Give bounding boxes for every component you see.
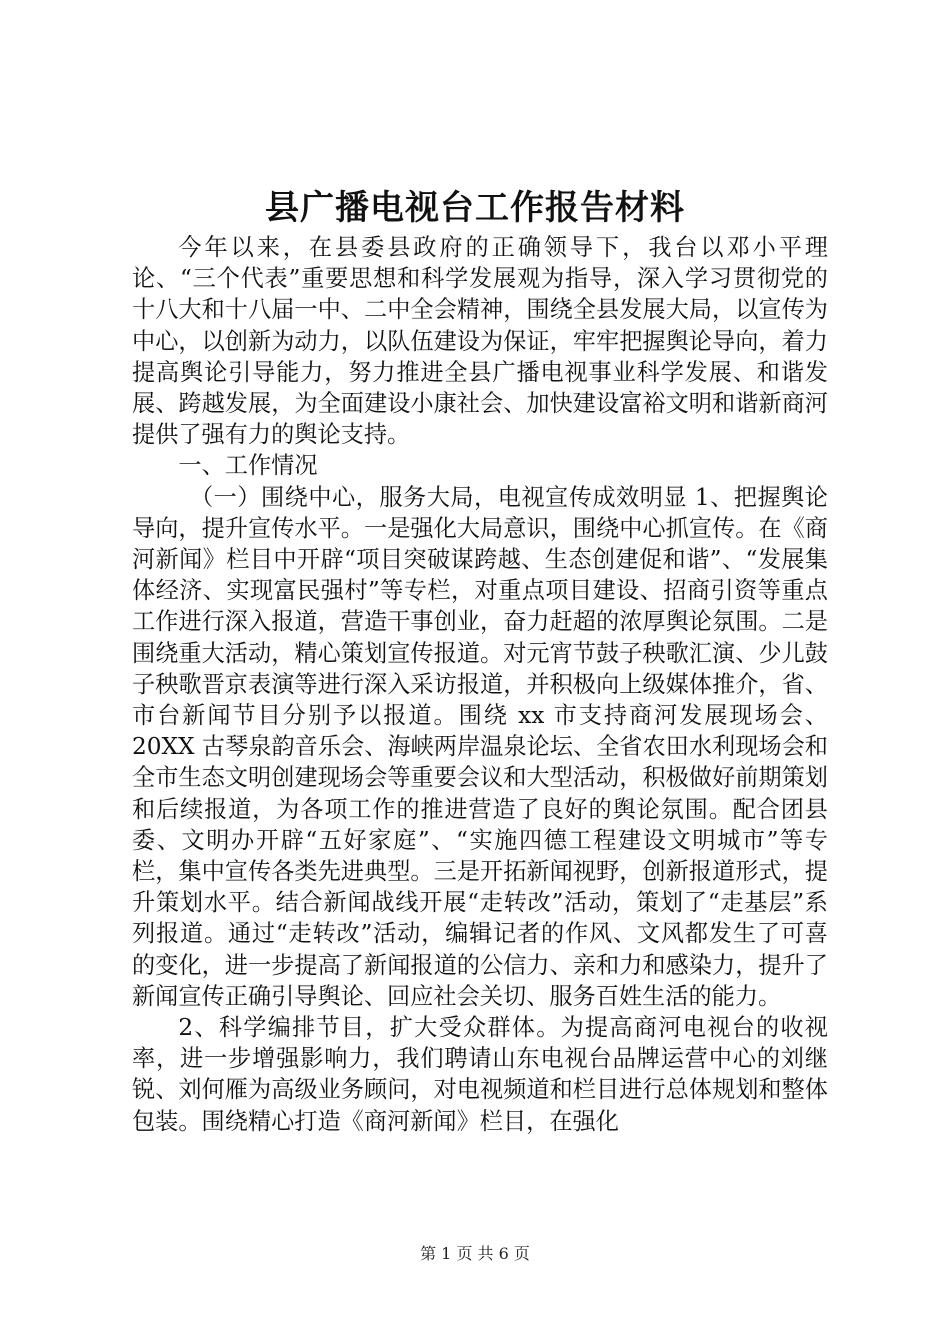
document-title: 县广播电视台工作报告材料 bbox=[265, 188, 685, 228]
body-paragraph: 2、科学编排节目，扩大受众群体。为提高商河电视台的收视率，进一步增强影响力，我们聘请山东电视台品牌运营中心的刘继锐、刘何雁为高级业务顾问，对电视频道和栏目进行总体规划和整体包装。围绕精心打造《商河新闻》栏目，在强化 bbox=[132, 1014, 828, 1135]
page-number-footer: 第 1 页 共 6 页 bbox=[420, 1244, 530, 1263]
document-body bbox=[132, 232, 828, 1137]
section-heading: 一、工作情况 bbox=[178, 452, 318, 480]
subsection-paragraph: （一）围绕中心，服务大局，电视宣传成效明显 1、把握舆论导向，提升宣传水平。一是强化大局意识，围绕中心抓宣传。在《商河新闻》栏目中开辟“项目突破谋跨越、生态创建促和谐”、“发展集体经济、实现富民强村”等专栏，对重点项目建设、招商引资等重点工作进行深入报道，营造干事创业，奋力赶超的浓厚舆论氛围。二是围绕重大活动，精心策划宣传报道。对元宵节鼓子秧歌汇演、少儿鼓子秧歌晋京表演等进行深入采访报道，并积极向上级媒体推介，省、市台新闻节目分别予以报道。围绕 xx 市支持商河发展现场会、20XX 古琴泉韵音乐会、海峡两岸温泉论坛、全省农田水利现场会和全市生态文明创建现场会等重要会议和大型活动，积极做好前期策划和后续报道，为各项工作的推进营造了良好的舆论氛围。配合团县委、文明办开辟“五好家庭”、“实施四德工程建设文明城市”等专栏，集中宣传各类先进典型。三是开拓新闻视野，创新报道形式，提升策划水平。结合新闻战线开展“走转改”活动，策划了“走基层”系列报道。通过“走转改”活动，编辑记者的作风、文风都发生了可喜的变化，进一步提高了新闻报道的公信力、亲和力和感染力，提升了新闻宣传正确引导舆论、回应社会关切、服务百姓生活的能力。 bbox=[132, 483, 828, 1010]
intro-paragraph: 今年以来，在县委县政府的正确领导下，我台以邓小平理论、“三个代表”重要思想和科学发展观为指导，深入学习贯彻党的十八大和十八届一中、二中全会精神，围绕全县发展大局，以宣传为中心，以创新为动力，以队伍建设为保证，牢牢把握舆论导向，着力提高舆论引导能力，努力推进全县广播电视事业科学发展、和谐发展、跨越发展，为全面建设小康社会、加快建设富裕文明和谐新商河提供了强有力的舆论支持。 bbox=[132, 234, 828, 449]
